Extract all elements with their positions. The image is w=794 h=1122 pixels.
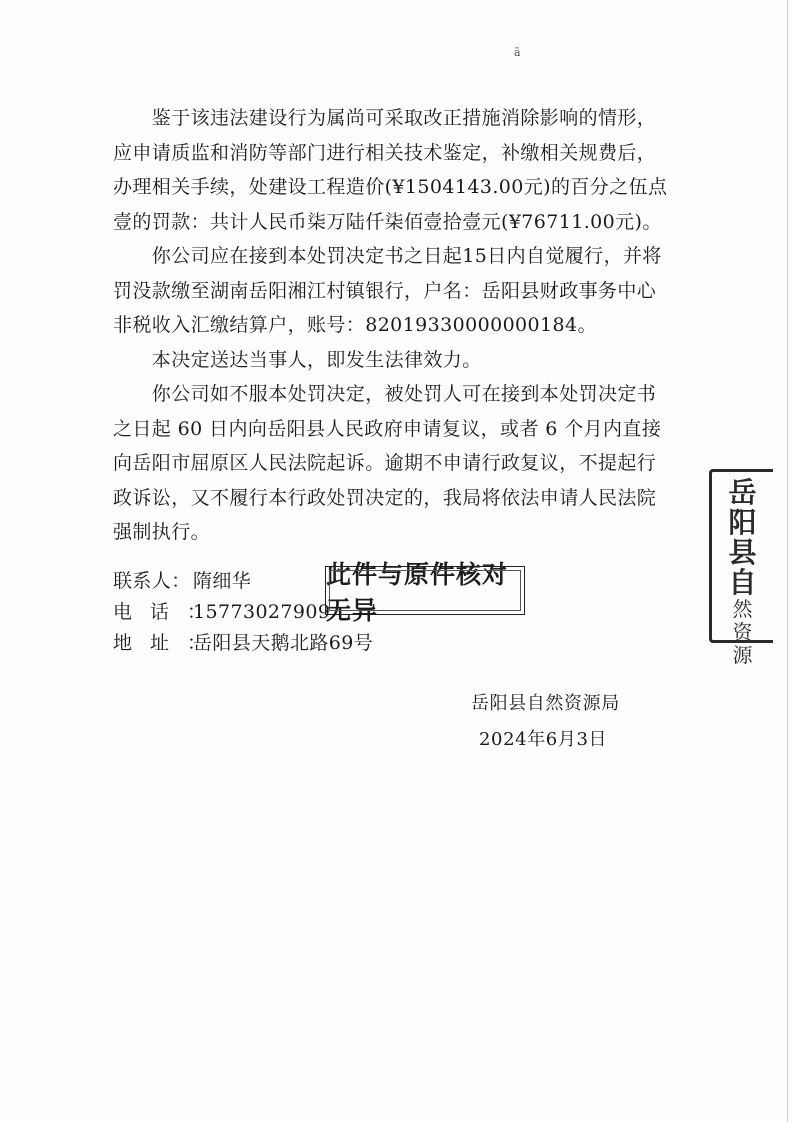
seal-char: 岳 <box>728 476 757 509</box>
contact-person-value: 隋细华 <box>193 570 252 592</box>
paragraph-effect: 本决定送达当事人，即发生法律效力。 <box>113 348 482 371</box>
paragraph-payment: 你公司应在接到本处罚决定书之日起15日内自觉履行，并将罚没款缴至湖南岳阳湘江村镇银行，户名：岳阳县财政事务中心非税收入汇缴结算户，账号：82019330000000184。 <box>113 245 662 336</box>
issue-date: 2024年6月3日 <box>479 729 608 750</box>
decision-body <box>113 101 673 550</box>
official-seal <box>709 469 773 667</box>
contact-address-label: 地址： <box>113 632 225 654</box>
contact-phone-value: 15773027909 <box>193 601 331 623</box>
seal-char: 阳 <box>728 506 757 539</box>
contact-phone-label: 电话： <box>113 601 225 623</box>
contact-person-label: 联系人： <box>113 570 191 592</box>
issuing-organization: 岳阳县自然资源局 <box>471 693 620 714</box>
seal-char: 源 <box>732 643 753 667</box>
seal-char: 县 <box>728 536 757 569</box>
seal-char: 然 <box>732 597 753 621</box>
scan-edge <box>787 0 788 1122</box>
paragraph-appeal: 你公司如不服本处罚决定，被处罚人可在接到本处罚决定书之日起 60 日内向岳阳县人民政府申请复议，或者 6 个月内直接向岳阳市屈原区人民法院起诉。逾期不申请行政复议，不提起行政诉讼，又不履行本行政处罚决定的，我局将依法申请人民法院强制执行。 <box>113 383 662 543</box>
paragraph-penalty: 鉴于该违法建设行为属尚可采取改正措施消除影响的情形，应申请质监和消防等部门进行相关技术鉴定，补缴相关规费后，办理相关手续，处建设工程造价(¥1504143.00元)的百分之伍点壹的罚款：共计人民币柒万陆仟柒佰壹拾壹元(¥76711.00元)。 <box>113 107 668 233</box>
page-mark: ã <box>514 46 521 59</box>
seal-char: 自 <box>728 566 757 599</box>
contact-address-row <box>113 628 373 659</box>
contact-address-value: 岳阳县天鹅北路69号 <box>193 632 374 654</box>
seal-char: 资 <box>732 620 753 644</box>
signature-block <box>471 690 620 754</box>
copy-verified-stamp: 此件与原件核对无异 <box>325 566 525 615</box>
